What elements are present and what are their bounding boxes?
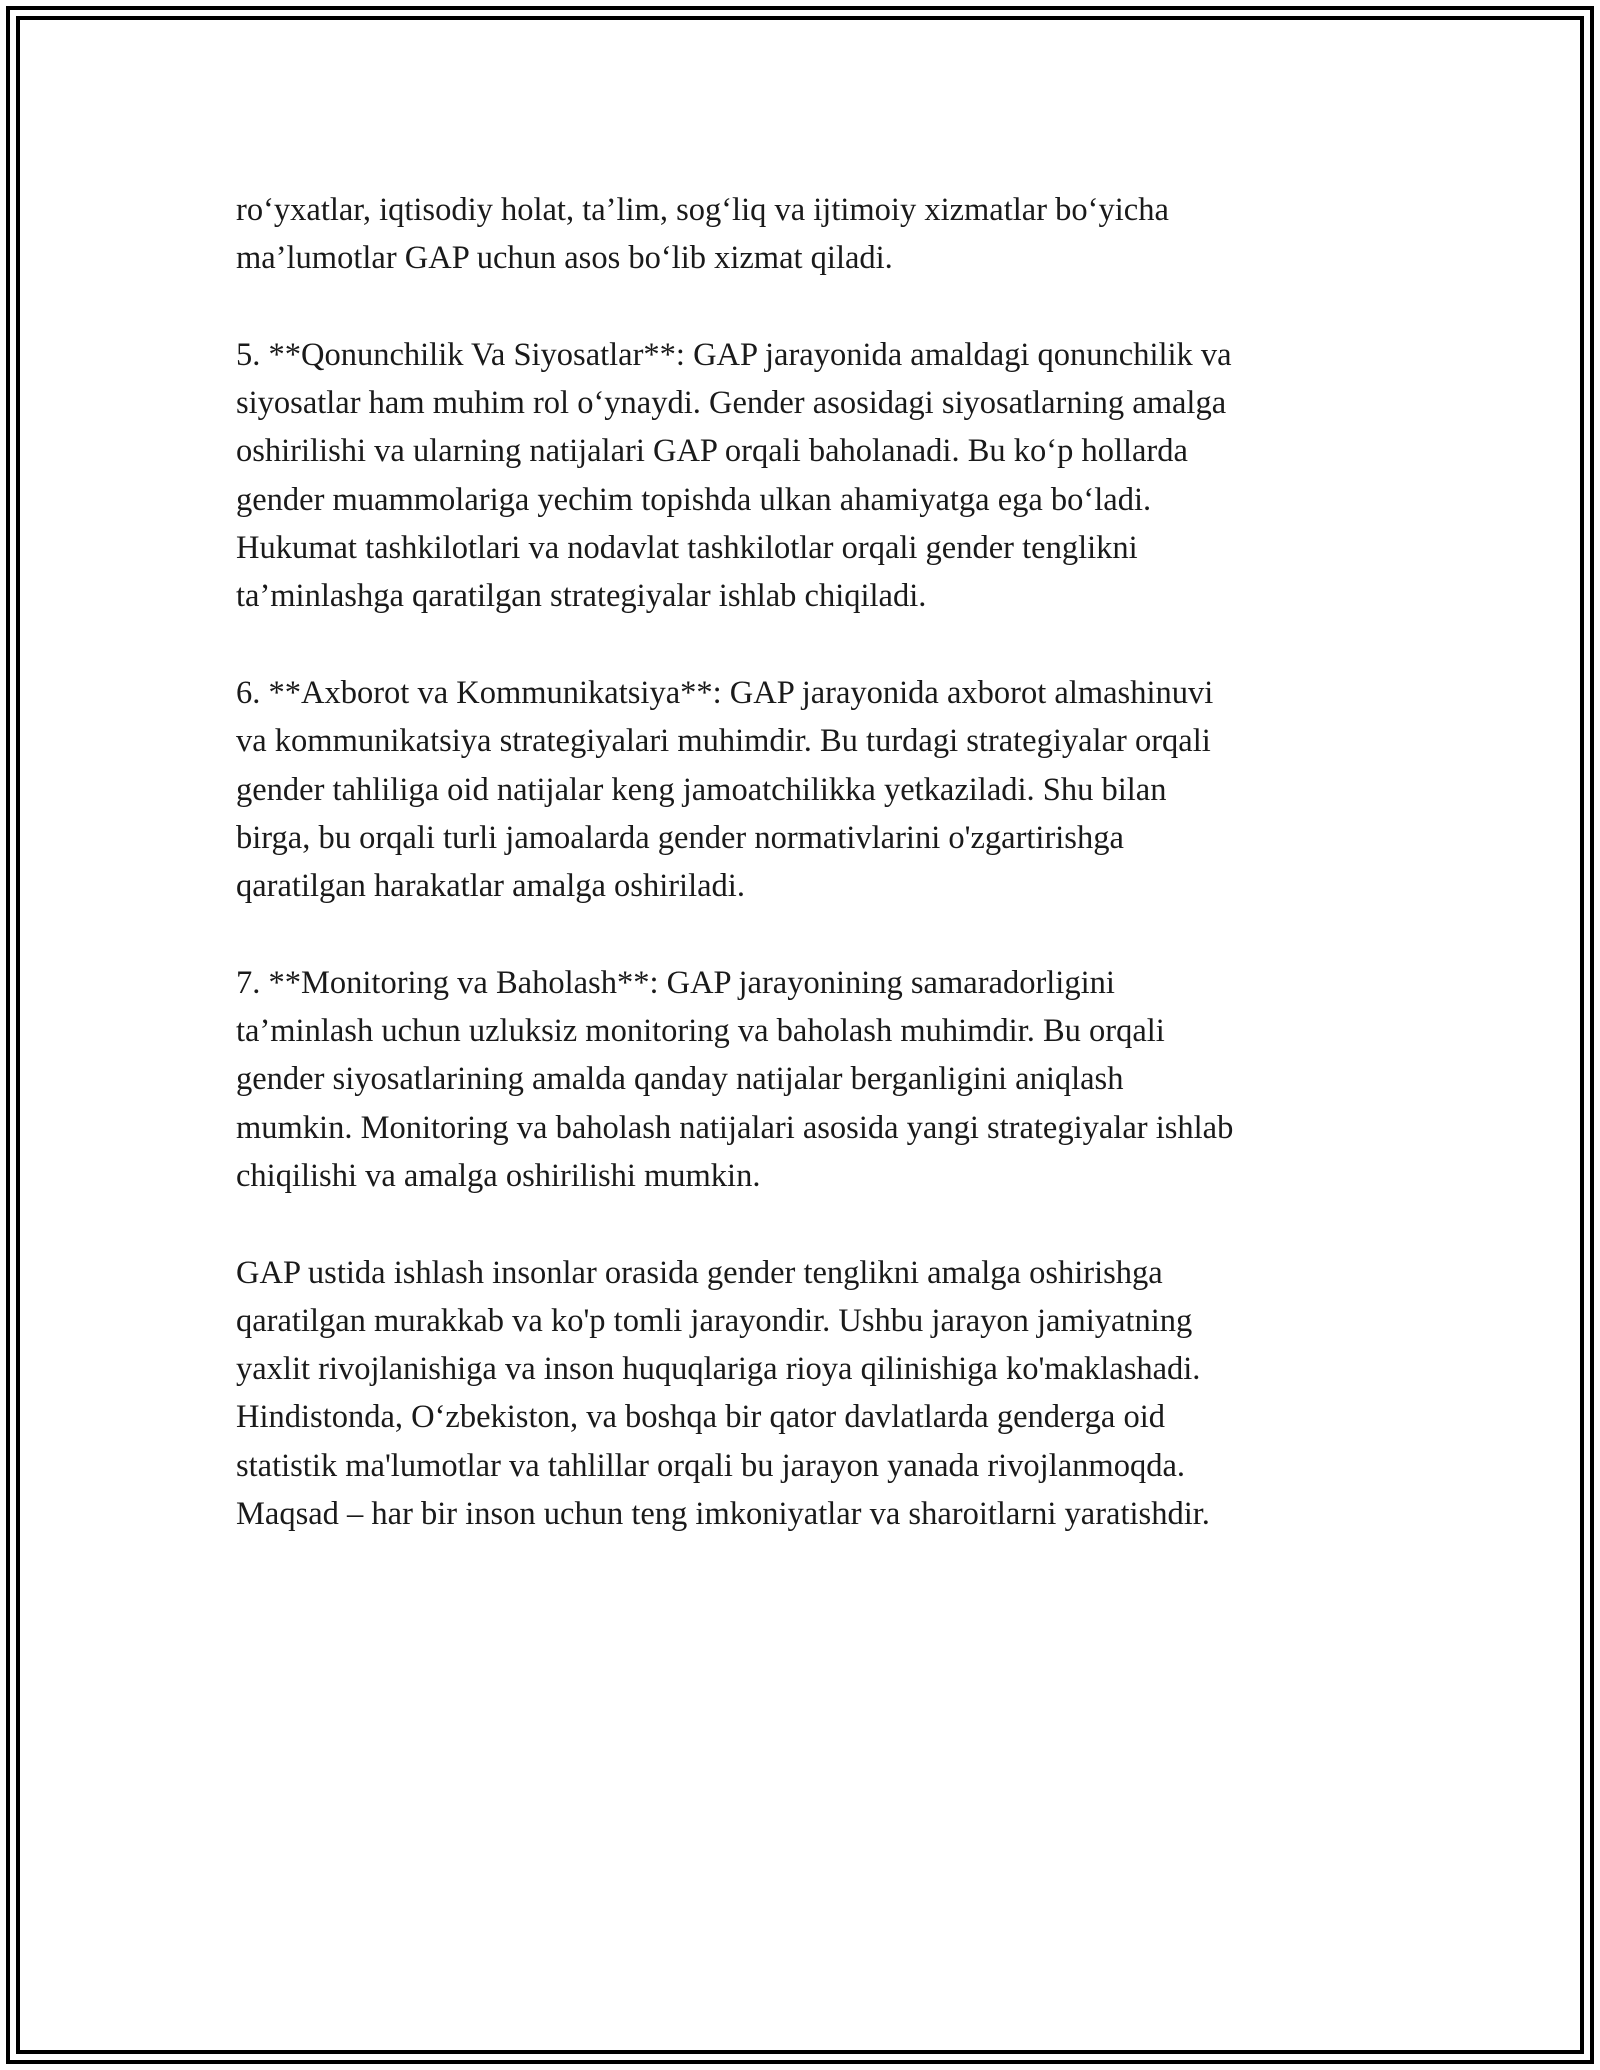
text-line: Maqsad – har bir inson uchun teng imkoniyatlar va sharoitlarni yaratishdir. <box>236 1496 1210 1533</box>
paragraph-conclusion <box>236 1249 1376 1539</box>
paragraph-legislation <box>236 331 1376 621</box>
text-line: gender tahliliga oid natijalar keng jamoatchilikka yetkaziladi. Shu bilan <box>236 771 1167 808</box>
text-line: Hindistonda, O‘zbekiston, va boshqa bir qator davlatlarda genderga oid <box>236 1399 1166 1436</box>
text-line: 7. **Monitoring va Baholash**: GAP jarayonining samaradorligini <box>236 964 1115 1001</box>
text-line: siyosatlar ham muhim rol o‘ynaydi. Gender asosidagi siyosatlarning amalga <box>236 385 1227 422</box>
paragraph-monitoring <box>236 959 1376 1200</box>
text-line: 6. **Axborot va Kommunikatsiya**: GAP jarayonida axborot almashinuvi <box>236 674 1214 711</box>
text-line: mumkin. Monitoring va baholash natijalari asosida yangi strategiyalar ishlab <box>236 1109 1234 1146</box>
text-line: va kommunikatsiya strategiyalari muhimdir. Bu turdagi strategiyalar orqali <box>236 723 1211 760</box>
text-line: ro‘yxatlar, iqtisodiy holat, ta’lim, sog‘liq va ijtimoiy xizmatlar bo‘yicha <box>236 192 1169 228</box>
text-line: qaratilgan murakkab va ko'p tomli jarayondir. Ushbu jarayon jamiyatning <box>236 1302 1193 1339</box>
text-line: 5. **Qonunchilik Va Siyosatlar**: GAP jarayonida amaldagi qonunchilik va <box>236 336 1232 373</box>
document-body <box>236 186 1376 1587</box>
text-line: chiqilishi va amalga oshirilishi mumkin. <box>236 1157 761 1194</box>
paragraph-intro-continuation <box>236 186 1376 283</box>
text-line: ta’minlash uchun uzluksiz monitoring va baholash muhimdir. Bu orqali <box>236 1013 1165 1050</box>
text-line: oshirilishi va ularning natijalari GAP orqali baholanadi. Bu ko‘p hollarda <box>236 433 1188 470</box>
text-line: birga, bu orqali turli jamoalarda gender normativlarini o'zgartirishga <box>236 819 1124 856</box>
text-line: ma’lumotlar GAP uchun asos bo‘lib xizmat qiladi. <box>236 240 893 277</box>
text-line: gender siyosatlarining amalda qanday natijalar berganligini aniqlash <box>236 1061 1124 1098</box>
text-line: qaratilgan harakatlar amalga oshiriladi. <box>236 868 745 905</box>
text-line: gender muammolariga yechim topishda ulkan ahamiyatga ega bo‘ladi. <box>236 481 1152 518</box>
text-line: ta’minlashga qaratilgan strategiyalar ishlab chiqiladi. <box>236 578 927 615</box>
text-line: yaxlit rivojlanishiga va inson huquqlariga rioya qilinishiga ko'maklashadi. <box>236 1351 1201 1388</box>
text-line: Hukumat tashkilotlari va nodavlat tashkilotlar orqali gender tenglikni <box>236 530 1138 567</box>
text-line: statistik ma'lumotlar va tahlillar orqali bu jarayon yanada rivojlanmoqda. <box>236 1447 1185 1484</box>
paragraph-communication <box>236 669 1376 910</box>
text-line: GAP ustida ishlash insonlar orasida gender tenglikni amalga oshirishga <box>236 1254 1163 1291</box>
